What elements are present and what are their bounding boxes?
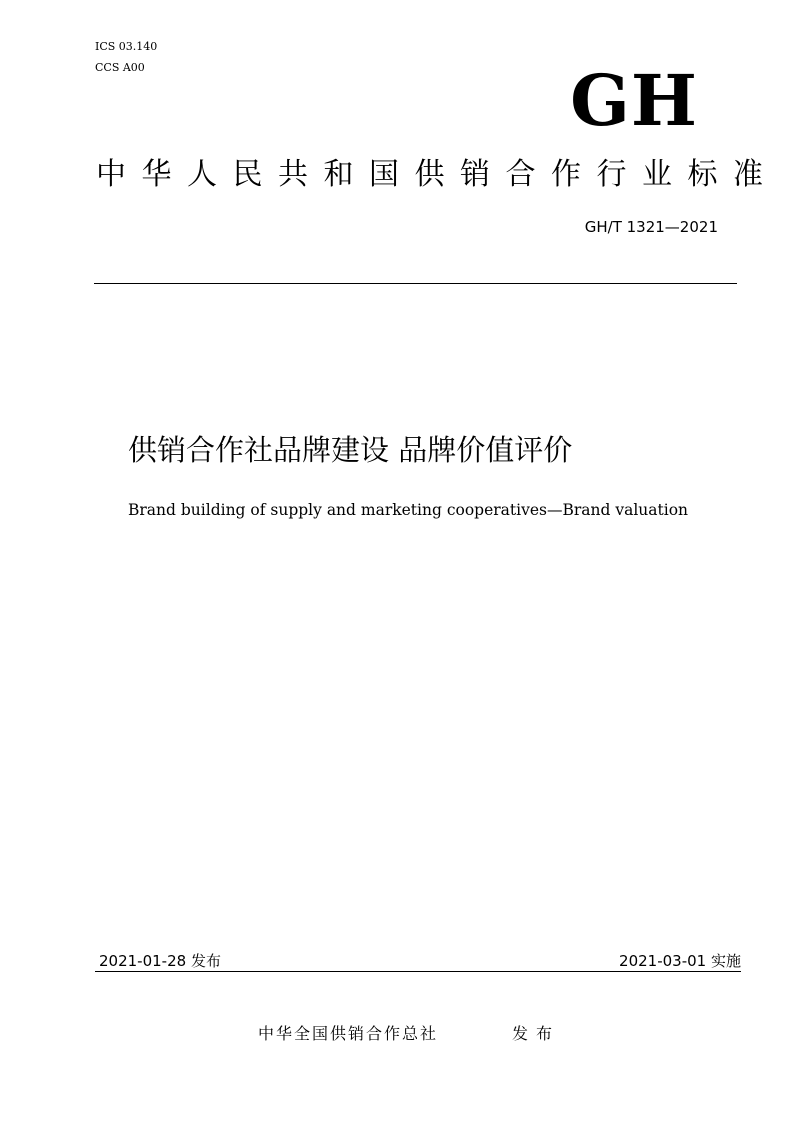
header-divider bbox=[94, 283, 737, 284]
ccs-code: CCS A00 bbox=[95, 61, 145, 74]
effective-date: 2021-03-01 实施 bbox=[619, 952, 741, 970]
gh-logo: GH bbox=[570, 59, 698, 142]
issue-date: 2021-01-28 发布 bbox=[99, 952, 221, 970]
publish-label: 发布 bbox=[512, 1024, 561, 1043]
date-row bbox=[95, 952, 741, 972]
standard-number: GH/T 1321—2021 bbox=[584, 218, 718, 236]
publisher-name: 中华全国供销合作总社 bbox=[258, 1024, 439, 1043]
ics-code: ICS 03.140 bbox=[95, 40, 158, 53]
standard-category-title: 中华人民共和国供销合作行业标准 bbox=[96, 157, 779, 192]
date-divider bbox=[95, 971, 741, 972]
document-title-english: Brand building of supply and marketing cooperatives—Brand valuation bbox=[128, 501, 689, 519]
document-title-chinese: 供销合作社品牌建设 品牌价值评价 bbox=[128, 433, 573, 467]
